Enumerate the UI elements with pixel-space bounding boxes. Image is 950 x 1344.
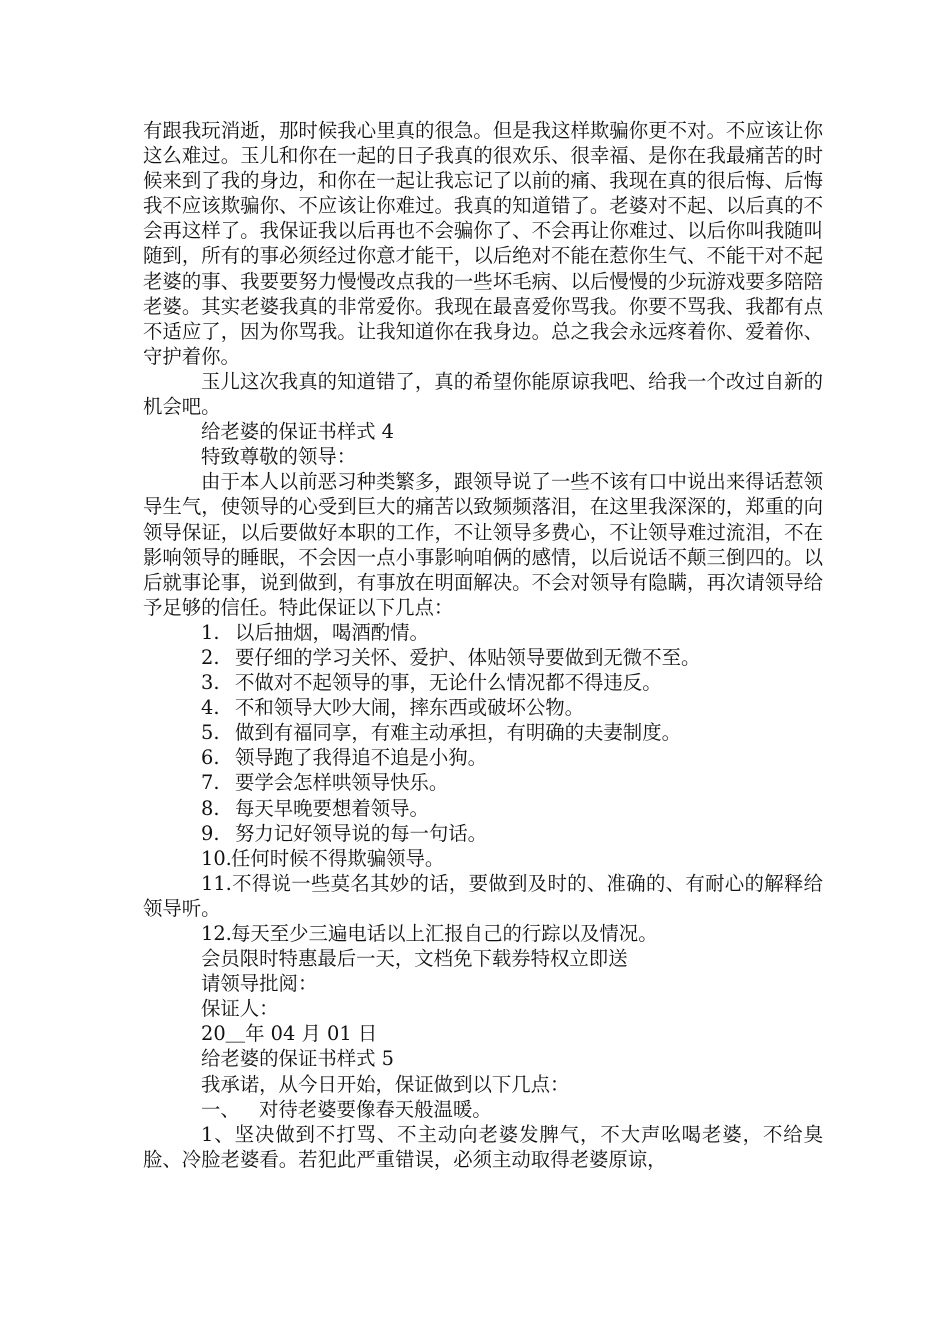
list-item: 9. 努力记好领导说的每一句话。	[201, 821, 488, 845]
list-item: 11.不得说一些莫名其妙的话，要做到及时的、准确的、有耐心的解释给领导听。	[143, 871, 823, 920]
paragraph-pledge-intro: 由于本人以前恶习种类繁多，跟领导说了一些不该有口中说出来得话惹领导生气，使领导的心受到巨大的痛苦以致频频落泪，在这里我深深的，郑重的向领导保证，以后要做好本职的工作，不让领导多费心，不让领导难过流泪，不在影响领导的睡眠，不会因一点小事影响咱俩的感情，以后说话不颠三倒四的。以后就事论事，说到做到，有事放在明面解决。不会对领导有隐瞒，再次请领导给予足够的信任。特此保证以下几点：	[143, 470, 823, 619]
paragraph-rule-one: 1、坚决做到不打骂、不主动向老婆发脾气，不大声吆喝老婆，不给臭脸、冷脸老婆看。若犯此严重错误，必须主动取得老婆原谅，	[143, 1122, 823, 1171]
pledge-list	[143, 620, 823, 946]
date-line: 20＿年 04 月 01 日	[201, 1022, 378, 1046]
list-item: 4. 不和领导大吵大闹，摔东西或破坏公物。	[201, 696, 585, 720]
list-item: 3. 不做对不起领导的事，无论什么情况都不得违反。	[201, 671, 662, 695]
list-item: 10.任何时候不得欺骗领导。	[201, 846, 445, 870]
salutation: 特致尊敬的领导：	[201, 445, 357, 469]
list-item: 5. 做到有福同享，有难主动承担，有明确的夫妻制度。	[201, 721, 681, 745]
list-item: 1. 以后抽烟，喝酒酌情。	[201, 620, 429, 644]
guarantor-line: 保证人：	[201, 997, 279, 1021]
list-item: 8. 每天早晚要想着领导。	[201, 796, 429, 820]
promo-banner-text: 会员限时特惠最后一天，文档免下载券特权立即送	[201, 947, 628, 971]
section-heading-one: 一、 对待老婆要像春天般温暖。	[201, 1097, 492, 1121]
list-item: 12.每天至少三遍电话以上汇报自己的行踪以及情况。	[201, 922, 658, 945]
paragraph-apology-body: 有跟我玩消逝，那时候我心里真的很急。但是我这样欺骗你更不对。不应该让你这么难过。玉儿和你在一起的日子我真的很欢乐、很幸福、是你在我最痛苦的时候来到了我的身边，和你在一起让我忘记了以前的痛、我现在真的很后悔、后悔我不应该欺骗你、不应该让你难过。我真的知道错了。老婆对不起、以后真的不会再这样了。我保证我以后再也不会骗你了、不会再让你难过、以后你叫我随叫随到，所有的事必须经过你意才能干，以后绝对不能在惹你生气、不能干对不起老婆的事、我要要努力慢慢改点我的一些坏毛病、以后慢慢的少玩游戏要多陪陪老婆。其实老婆我真的非常爱你。我现在最喜爱你骂我。你要不骂我、我都有点不适应了，因为你骂我。让我知道你在我身边。总之我会永远疼着你、爱着你、守护着你。	[143, 119, 823, 368]
heading-style-4: 给老婆的保证书样式 4	[201, 420, 395, 444]
list-item: 6. 领导跑了我得追不追是小狗。	[201, 746, 488, 770]
paragraph-apology-closing: 玉儿这次我真的知道错了，真的希望你能原谅我吧、给我一个改过自新的机会吧。	[143, 369, 823, 419]
list-item: 7. 要学会怎样哄领导快乐。	[201, 771, 449, 795]
promise-line: 我承诺，从今日开始，保证做到以下几点：	[201, 1072, 570, 1096]
heading-style-5: 给老婆的保证书样式 5	[201, 1047, 395, 1071]
approval-line: 请领导批阅：	[201, 972, 318, 996]
document-page	[143, 118, 823, 1172]
list-item: 2. 要仔细的学习关怀、爱护、体贴领导要做到无微不至。	[201, 645, 701, 669]
